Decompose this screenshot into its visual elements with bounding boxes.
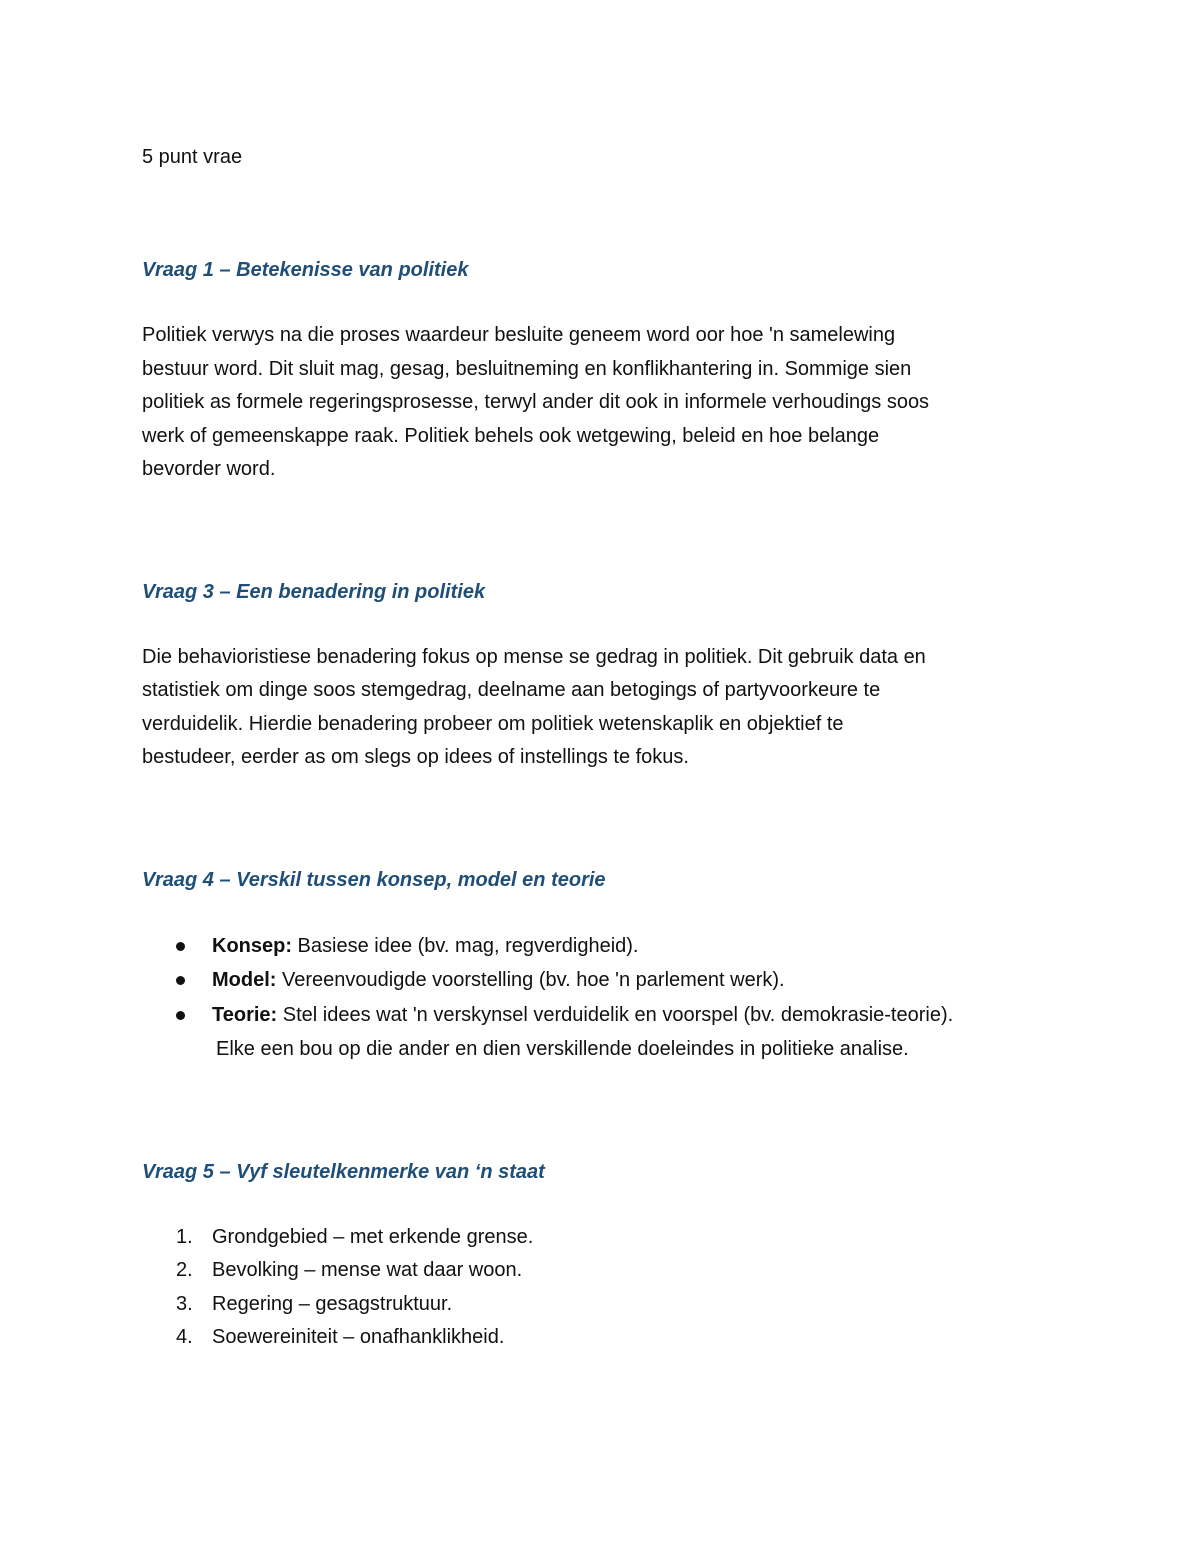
bullet-icon (176, 976, 185, 985)
list-item-number: 3. (176, 1292, 193, 1315)
section-heading-vraag-1: Vraag 1 – Betekenisse van politiek (142, 259, 469, 281)
list-item-text: Grondgebied – met erkende grense. (212, 1225, 534, 1248)
document-page (142, 142, 1072, 1355)
list-item-term: Teorie: (212, 1003, 278, 1026)
numbered-list (142, 1221, 1072, 1355)
bullet-icon (176, 942, 185, 951)
text-line: bestudeer, eerder as om slegs op idees of instellings te fokus. (142, 746, 689, 768)
list-item-number: 4. (176, 1326, 193, 1348)
section-body-vraag-3 (142, 641, 1072, 775)
text-line: werk of gemeenskappe raak. Politiek behels ook wetgewing, beleid en hoe belange (142, 424, 880, 447)
list-item-term: Konsep: (212, 934, 292, 957)
text-line: politiek as formele regeringsprosesse, terwyl ander dit ook in informele verhoudings soos (142, 391, 930, 413)
bullet-list (142, 929, 1072, 1033)
list-item-text: Stel idees wat 'n verskynsel verduidelik en voorspel (bv. demokrasie-teorie). (277, 1003, 954, 1026)
text-line: bevorder word. (142, 458, 276, 480)
list-item-number: 1. (176, 1225, 193, 1248)
list-item-model (142, 963, 1072, 998)
list-item-konsep (142, 929, 1072, 964)
list-item (142, 1221, 1072, 1255)
section-heading-vraag-4: Vraag 4 – Verskil tussen konsep, model en teorie (142, 868, 606, 891)
list-item-text: Vereenvoudigde voorstelling (bv. hoe 'n parlement werk). (276, 969, 785, 991)
list-item-teorie (142, 998, 1072, 1033)
list-item-term: Model: (212, 969, 277, 991)
list-item-text: Regering – gesagstruktuur. (212, 1292, 453, 1315)
text-line: Politiek verwys na die proses waardeur besluite geneem word oor hoe 'n samelewing (142, 324, 896, 346)
text-line: bestuur word. Dit sluit mag, gesag, besluitneming en konflikhantering in. Sommige sien (142, 357, 912, 380)
text-line: Die behavioristiese benadering fokus op mense se gedrag in politiek. Dit gebruik data en (142, 645, 926, 668)
text-line: verduidelik. Hierdie benadering probeer om politiek wetenskaplik en objektief te (142, 712, 844, 735)
list-item-text: Bevolking – mense wat daar woon. (212, 1259, 523, 1281)
list-item (142, 1254, 1072, 1288)
section-heading-vraag-3: Vraag 3 – Een benadering in politiek (142, 580, 486, 603)
section-heading-vraag-5: Vraag 5 – Vyf sleutelkenmerke van ‘n staat (142, 1160, 545, 1183)
list-item-text: Basiese idee (bv. mag, regverdigheid). (292, 934, 639, 957)
bullet-icon (176, 1011, 185, 1020)
list-item (142, 1288, 1072, 1322)
list-item-number: 2. (176, 1259, 193, 1281)
list-continuation-text: Elke een bou op die ander en dien verskillende doeleindes in politieke analise. (216, 1038, 909, 1060)
list-item (142, 1321, 1072, 1355)
list-item-text: Soewereiniteit – onafhanklikheid. (212, 1326, 505, 1348)
text-line: statistiek om dinge soos stemgedrag, deelname aan betogings of partyvoorkeure te (142, 679, 881, 701)
document-title: 5 punt vrae (142, 146, 243, 168)
section-body-vraag-1 (142, 319, 1072, 487)
